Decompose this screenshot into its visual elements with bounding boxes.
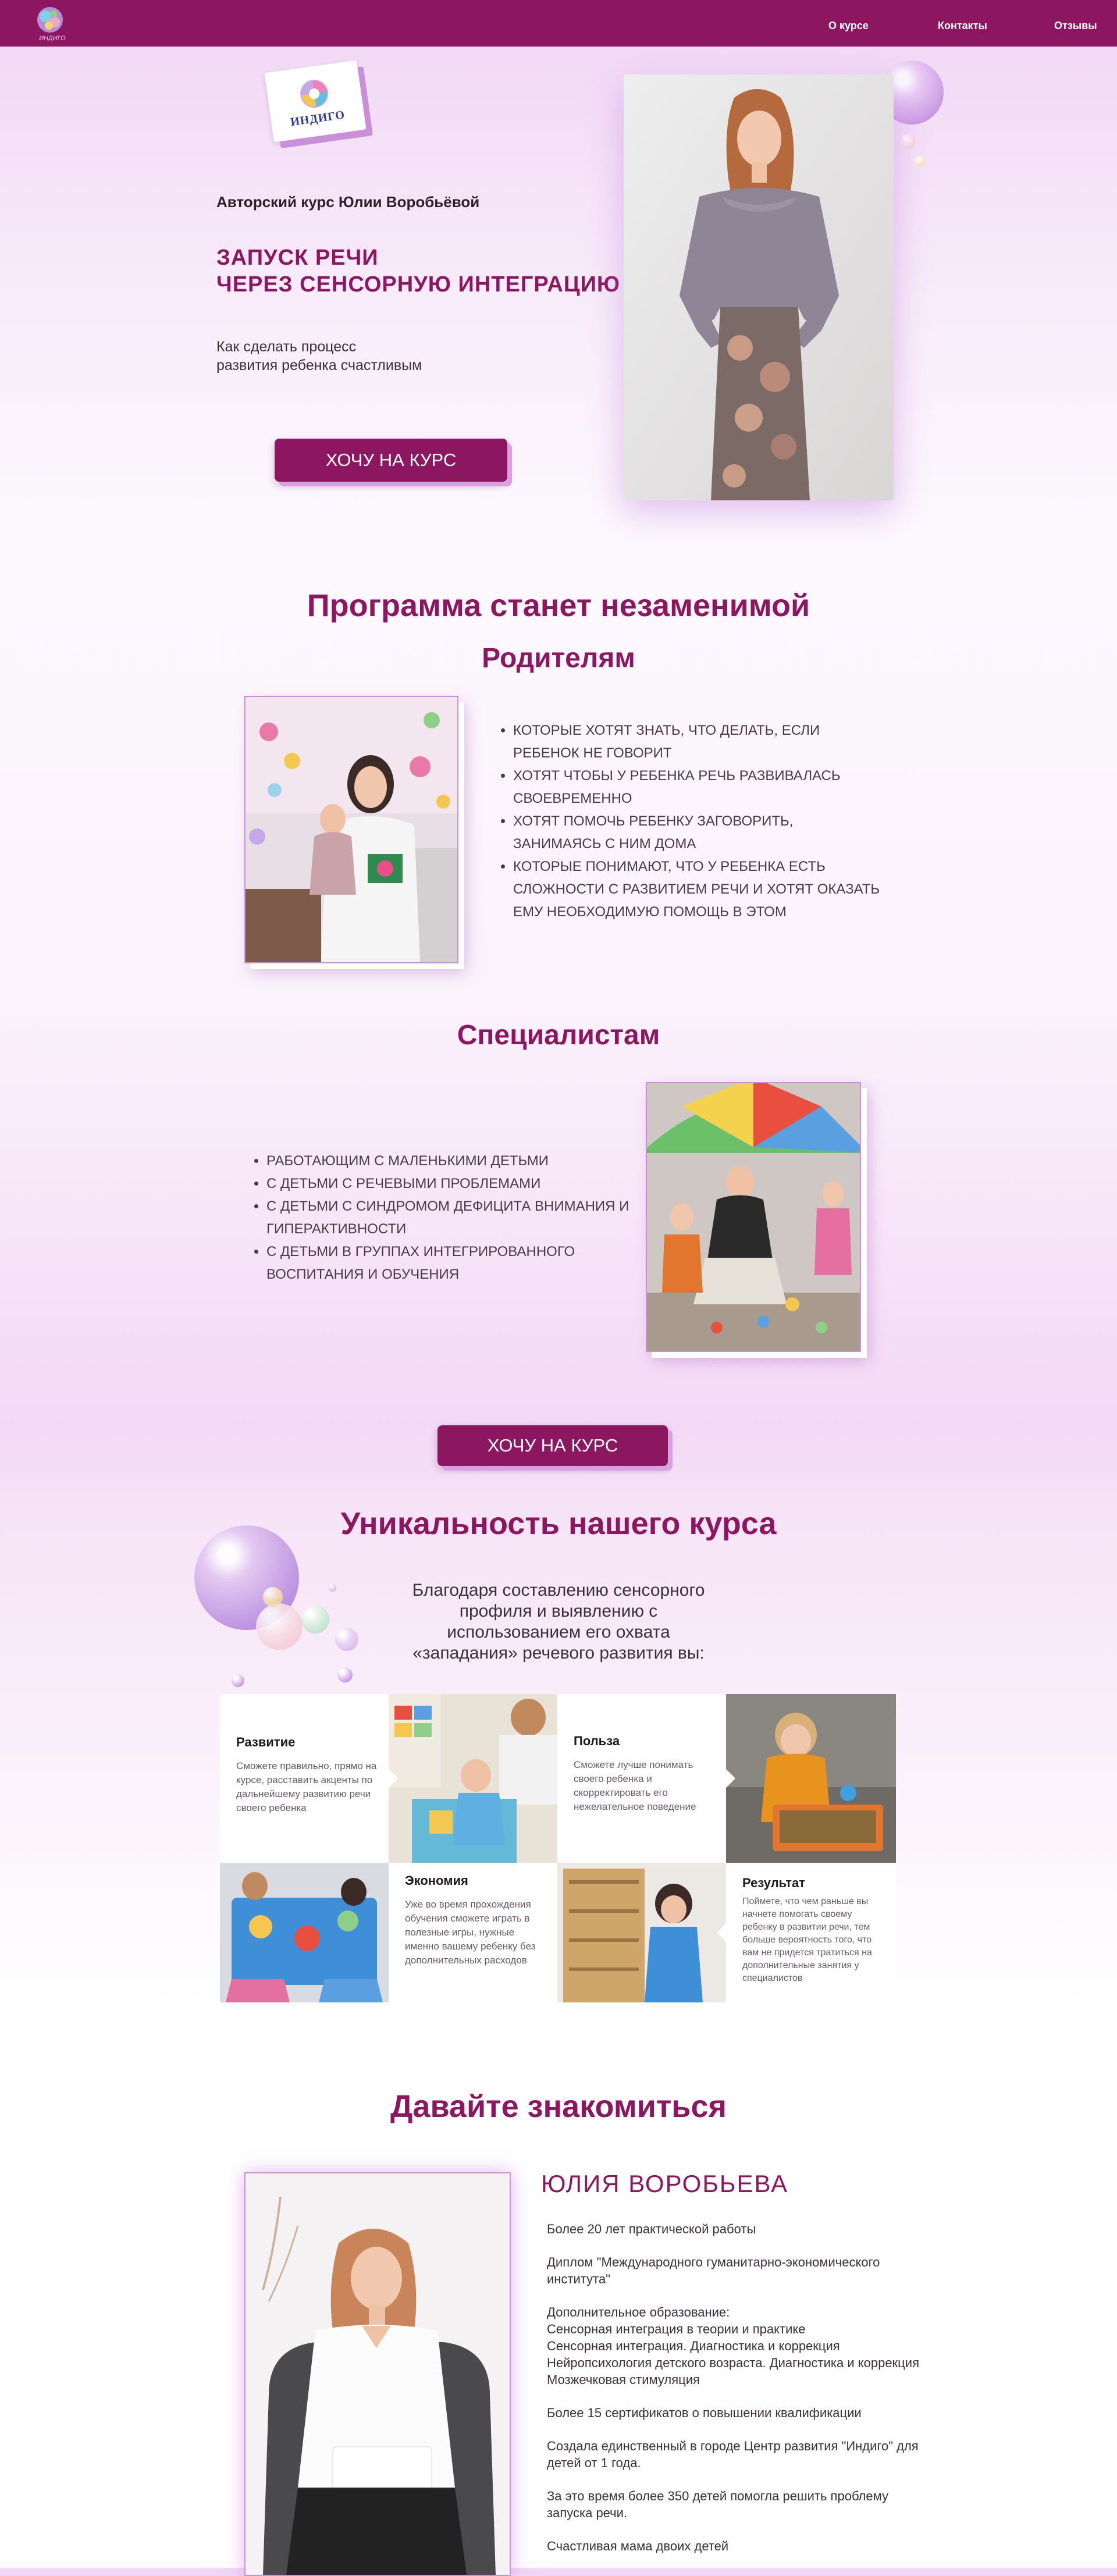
unique-intro-line: профиля и выявлению с	[459, 1602, 658, 1621]
specialists-list-item: • С ДЕТЬМИ С РЕЧЕВЫМИ ПРОБЛЕМАМИ	[266, 1172, 635, 1195]
unique-card-benefit	[557, 1694, 726, 1863]
unique-intro-line: Благодаря составлению сенсорного	[412, 1581, 705, 1600]
nav-link-contacts[interactable]: Контакты	[938, 20, 987, 31]
unique-intro-line: «западания» речевого развития вы:	[412, 1643, 705, 1663]
hero-desc-line-1: Как сделать процесс	[216, 339, 357, 355]
card-title: Польза	[574, 1734, 620, 1748]
card-body: Поймете, что чем раньше вы начнете помогать своему ребенку в развитии речи, тем больше вероятность того, что вам не придется тратиться на дополнительные занятия у специалистов	[742, 1897, 872, 1983]
hero-desc-line-2: развития ребенка счастливым	[216, 357, 422, 373]
card-body: Сможете лучше понимать своего ребенка и скорректировать его нежелательное поведение	[574, 1759, 696, 1812]
bubble-decoration	[915, 156, 925, 166]
hero-title-line-2: ЧЕРЕЗ СЕНСОРНУЮ ИНТЕГРАЦИЮ	[216, 272, 621, 297]
logo-card	[264, 60, 366, 142]
about-photo	[244, 2172, 511, 2576]
card-notch	[389, 1769, 398, 1788]
card-body: Уже во время прохождения обучения сможете играть в полезные игры, нужные именно вашему ребенку без дополнительных расходов	[405, 1899, 536, 1966]
unique-photo-3	[220, 1863, 389, 2002]
hero-photo-image	[624, 74, 894, 500]
parents-title: Родителям	[482, 643, 635, 674]
card-title: Развитие	[236, 1735, 296, 1749]
parents-list-item: • КОТОРЫЕ ПОНИМАЮТ, ЧТО У РЕБЕНКА ЕСТЬ СЛОЖНОСТИ С РАЗВИТИЕМ РЕЧИ И ХОТЯТ ОКАЗАТЬ ЕМУ НЕОБХОДИМУЮ ПОМОЩЬ В ЭТОМ	[513, 855, 882, 923]
about-paragraph: Диплом "Международного гуманитарно-экономического института"	[547, 2255, 880, 2286]
unique-photo-3-image	[220, 1863, 389, 2002]
parents-photo-image	[246, 697, 457, 962]
card-notch	[717, 1923, 726, 1942]
about-name: ЮЛИЯ ВОРОБЬЕВА	[541, 2170, 789, 2197]
unique-photo-4-image	[557, 1863, 726, 2002]
hero-subtitle: Авторский курс Юлии Воробьёвой	[216, 193, 480, 211]
about-photo-image	[246, 2173, 510, 2575]
parents-list-item: • ХОТЯТ ЧТОБЫ У РЕБЕНКА РЕЧЬ РАЗВИВАЛАСЬ СВОЕВРЕМЕННО	[513, 764, 882, 810]
bubble-decoration	[301, 1606, 329, 1634]
logo[interactable]	[28, 2, 74, 44]
unique-card-result	[726, 1863, 896, 2002]
specialists-list-item: • С ДЕТЬМИ С СИНДРОМОМ ДЕФИЦИТА ВНИМАНИЯ И ГИПЕРАКТИВНОСТИ	[266, 1195, 635, 1240]
card-body: Сможете правильно, прямо на курсе, расставить акценты по дальнейшему развитию речи своего ребенка	[236, 1760, 377, 1813]
unique-card-economy	[389, 1863, 557, 2002]
about-text	[547, 2221, 919, 2571]
logo-card-text: ИНДИГО	[289, 108, 346, 129]
specialists-list-item: • РАБОТАЮЩИМ С МАЛЕНЬКИМИ ДЕТЬМИ	[266, 1150, 635, 1172]
bubble-decoration	[337, 1667, 353, 1682]
card-title: Результат	[742, 1876, 806, 1890]
bubble-decoration	[328, 1584, 336, 1592]
nav-link-reviews[interactable]: Отзывы	[1054, 20, 1097, 31]
unique-photo-4	[557, 1863, 726, 2002]
bubble-decoration	[901, 134, 916, 149]
parents-list	[498, 719, 882, 923]
specialists-title: Специалистам	[457, 1020, 660, 1051]
specialists-photo	[646, 1082, 861, 1352]
hero-title-line-1: ЗАПУСК РЕЧИ	[216, 245, 379, 270]
specialists-photo-image	[647, 1083, 860, 1351]
hero-title	[216, 244, 620, 298]
logo-text: ИНДИГО	[39, 35, 66, 42]
bubble-decoration	[232, 1674, 244, 1687]
hero-cta-button[interactable]: ХОЧУ НА КУРС	[275, 439, 507, 482]
about-paragraph: Счастливая мама двоих детей	[547, 2539, 729, 2553]
hero-photo	[624, 74, 894, 500]
bubble-decoration	[263, 1587, 283, 1607]
unique-photo-2	[726, 1694, 896, 1863]
unique-intro	[372, 1580, 745, 1664]
nav-link-about[interactable]: О курсе	[828, 20, 869, 31]
about-paragraph: За это время более 350 детей помогла решить проблему запуска речи.	[547, 2489, 888, 2520]
program-title: Программа станет незаменимой	[307, 588, 810, 623]
parents-list-item: • ХОТЯТ ПОМОЧЬ РЕБЕНКУ ЗАГОВОРИТЬ, ЗАНИМАЯСЬ С НИМ ДОМА	[513, 810, 882, 855]
about-paragraph: Создала единственный в городе Центр развития "Индиго" для детей от 1 года.	[547, 2439, 919, 2470]
unique-grid	[220, 1694, 896, 2002]
logo-card-icon	[292, 74, 337, 115]
about-title: Давайте знакомиться	[390, 2089, 727, 2124]
card-notch	[726, 1769, 735, 1788]
card-title: Экономия	[405, 1873, 468, 1888]
specialists-list-item: • С ДЕТЬМИ В ГРУППАХ ИНТЕГРИРОВАННОГО ВОСПИТАНИЯ И ОБУЧЕНИЯ	[266, 1240, 635, 1286]
program-cta-button[interactable]: ХОЧУ НА КУРС	[437, 1425, 668, 1466]
about-paragraph: Более 20 лет практической работы	[547, 2222, 756, 2236]
bubble-decoration	[256, 1603, 303, 1650]
unique-title: Уникальность нашего курса	[340, 1506, 777, 1541]
about-paragraph: Более 15 сертификатов о повышении квалификации	[547, 2406, 862, 2420]
parents-photo	[244, 696, 458, 963]
parents-list-item: • КОТОРЫЕ ХОТЯТ ЗНАТЬ, ЧТО ДЕЛАТЬ, ЕСЛИ РЕБЕНОК НЕ ГОВОРИТ	[513, 719, 882, 764]
bubble-decoration	[335, 1628, 358, 1651]
hero-description	[216, 337, 422, 375]
unique-photo-1-image	[389, 1694, 557, 1863]
unique-photo-1	[389, 1694, 557, 1863]
unique-intro-line: использованием его охвата	[447, 1623, 670, 1642]
unique-photo-2-image	[726, 1694, 896, 1863]
about-paragraph: Дополнительное образование: Сенсорная интеграция в теории и практике Сенсорная интеграция. Диагностика и коррекция Нейропсихология детского возраста. Диагностика и коррекция Мозжечковая стимуляция	[547, 2305, 919, 2387]
specialists-list	[251, 1150, 635, 1286]
unique-card-development	[220, 1694, 389, 1863]
